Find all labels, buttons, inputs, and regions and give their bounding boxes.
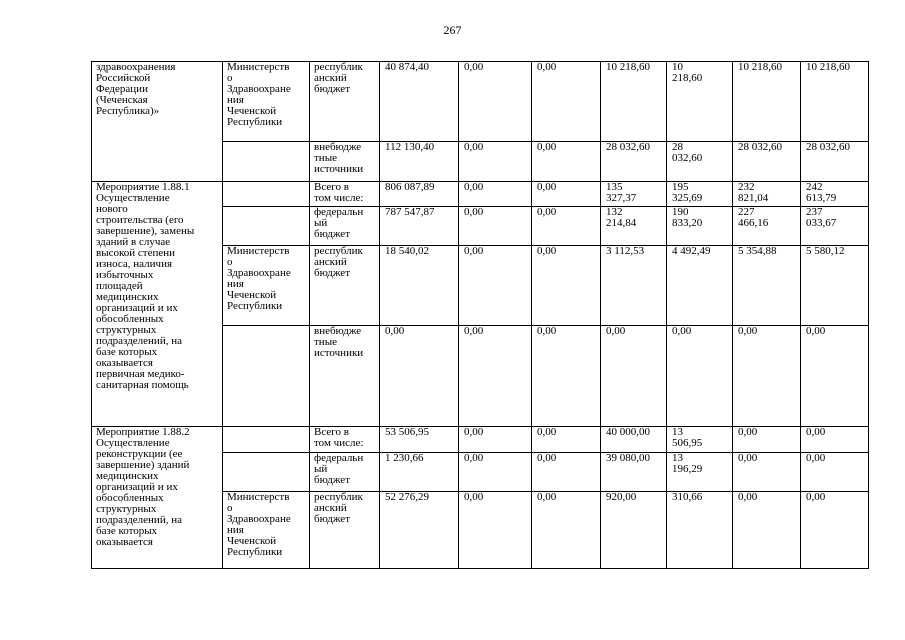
source-text: республик анский бюджет	[314, 245, 363, 279]
source-text: Всего в том числе:	[314, 181, 364, 204]
executor-cell	[223, 207, 310, 246]
source-cell	[310, 182, 380, 207]
table-row	[92, 427, 869, 453]
value-cell: 0,00	[459, 453, 532, 492]
source-text: внебюдже тные источники	[314, 325, 364, 359]
page-number: 267	[443, 23, 462, 37]
source-text: республик анский бюджет	[314, 491, 363, 525]
value-cell: 0,00	[733, 453, 801, 492]
value-cell: 28 032,60	[667, 142, 733, 182]
value-cell: 28 032,60	[801, 142, 869, 182]
budget-table	[91, 61, 869, 569]
value-cell: 1 230,66	[380, 453, 459, 492]
value-cell: 310,66	[667, 492, 733, 569]
value-cell: 0,00	[532, 427, 601, 453]
value-cell: 0,00	[459, 326, 532, 427]
source-cell	[310, 427, 380, 453]
value-cell: 0,00	[459, 62, 532, 142]
source-text: федеральн ый бюджет	[314, 452, 364, 486]
executor-text: Министерств о Здравоохране ния Чеченской Республики	[227, 245, 291, 312]
value-cell: 0,00	[801, 453, 869, 492]
executor-cell	[223, 62, 310, 142]
executor-text: Министерств о Здравоохране ния Чеченской Республики	[227, 61, 291, 128]
value-cell: 806 087,89	[380, 182, 459, 207]
value-cell: 0,00	[459, 182, 532, 207]
source-cell	[310, 326, 380, 427]
value-cell: 132 214,84	[601, 207, 667, 246]
value-cell: 195 325,69	[667, 182, 733, 207]
value-cell: 0,00	[532, 492, 601, 569]
value-cell: 0,00	[459, 246, 532, 326]
table-row	[92, 182, 869, 207]
value-cell: 10 218,60	[667, 62, 733, 142]
value-cell: 0,00	[733, 427, 801, 453]
value-cell: 40 874,40	[380, 62, 459, 142]
value-cell: 0,00	[532, 246, 601, 326]
executor-cell	[223, 142, 310, 182]
executor-cell	[223, 453, 310, 492]
value-cell: 232 821,04	[733, 182, 801, 207]
value-cell: 237 033,67	[801, 207, 869, 246]
source-cell	[310, 62, 380, 142]
value-cell: 13 196,29	[667, 453, 733, 492]
value-cell: 0,00	[801, 326, 869, 427]
executor-cell	[223, 326, 310, 427]
source-text: внебюдже тные источники	[314, 141, 364, 175]
value-cell: 787 547,87	[380, 207, 459, 246]
executor-cell	[223, 427, 310, 453]
activity-cell	[92, 182, 223, 427]
value-cell: 5 580,12	[801, 246, 869, 326]
value-cell: 28 032,60	[601, 142, 667, 182]
source-text: республик анский бюджет	[314, 61, 363, 95]
value-cell: 135 327,37	[601, 182, 667, 207]
source-cell	[310, 492, 380, 569]
source-cell	[310, 453, 380, 492]
source-cell	[310, 246, 380, 326]
value-cell: 18 540,02	[380, 246, 459, 326]
value-cell: 0,00	[532, 182, 601, 207]
value-cell: 0,00	[459, 207, 532, 246]
value-cell: 0,00	[532, 326, 601, 427]
source-text: федеральн ый бюджет	[314, 206, 364, 240]
value-cell: 0,00	[459, 142, 532, 182]
value-cell: 10 218,60	[733, 62, 801, 142]
value-cell: 0,00	[459, 492, 532, 569]
source-cell	[310, 142, 380, 182]
value-cell: 10 218,60	[801, 62, 869, 142]
executor-cell	[223, 182, 310, 207]
value-cell: 0,00	[532, 142, 601, 182]
value-cell: 13 506,95	[667, 427, 733, 453]
value-cell: 28 032,60	[733, 142, 801, 182]
executor-cell	[223, 492, 310, 569]
value-cell: 10 218,60	[601, 62, 667, 142]
value-cell: 52 276,29	[380, 492, 459, 569]
value-cell: 5 354,88	[733, 246, 801, 326]
source-cell	[310, 207, 380, 246]
budget-table-body	[92, 62, 869, 569]
value-cell: 53 506,95	[380, 427, 459, 453]
value-cell: 227 466,16	[733, 207, 801, 246]
value-cell: 0,00	[733, 326, 801, 427]
value-cell: 4 492,49	[667, 246, 733, 326]
value-cell: 0,00	[601, 326, 667, 427]
value-cell: 0,00	[801, 492, 869, 569]
value-cell: 0,00	[532, 207, 601, 246]
source-text: Всего в том числе:	[314, 426, 364, 449]
activity-text: здравоохранения Российской Федерации (Чеченская Республика)»	[96, 61, 176, 117]
value-cell: 0,00	[667, 326, 733, 427]
value-cell: 40 000,00	[601, 427, 667, 453]
value-cell: 242 613,79	[801, 182, 869, 207]
value-cell: 0,00	[532, 62, 601, 142]
activity-cell	[92, 62, 223, 182]
value-cell: 190 833,20	[667, 207, 733, 246]
value-cell: 0,00	[380, 326, 459, 427]
table-row	[92, 62, 869, 142]
value-cell: 112 130,40	[380, 142, 459, 182]
value-cell: 3 112,53	[601, 246, 667, 326]
activity-cell	[92, 427, 223, 569]
value-cell: 0,00	[532, 453, 601, 492]
executor-text: Министерств о Здравоохране ния Чеченской Республики	[227, 491, 291, 558]
value-cell: 39 080,00	[601, 453, 667, 492]
activity-text: Мероприятие 1.88.2 Осуществление реконструкции (ее завершение) зданий медицинских организаций и их обособленных структурных подразделений, на базе которых оказывается	[96, 426, 190, 548]
value-cell: 0,00	[801, 427, 869, 453]
value-cell: 0,00	[459, 427, 532, 453]
value-cell: 920,00	[601, 492, 667, 569]
executor-cell	[223, 246, 310, 326]
activity-text: Мероприятие 1.88.1 Осуществление нового строительства (его завершение), замены зданий в случае высокой степени износа, наличия избыточных площадей медицинских организаций и их обособленных структурных подразделений, на базе которых оказывается первичная медико- санитарная помощь	[96, 181, 195, 391]
value-cell: 0,00	[733, 492, 801, 569]
